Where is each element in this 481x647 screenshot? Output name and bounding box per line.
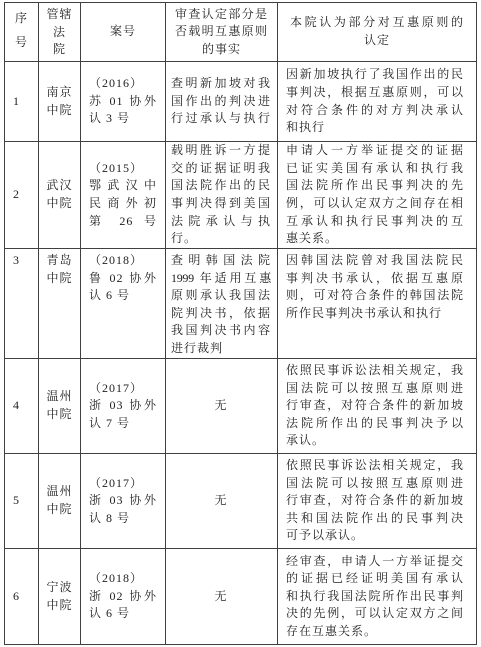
cell-fact-finding (166, 142, 278, 249)
cell-text-line: 惠关系。 (286, 231, 339, 246)
cell-text-line: 互承认和执行民事判决的互 (286, 213, 464, 228)
cell-text-line: 1 (13, 93, 20, 108)
cell-text-line: 民商外初 (89, 196, 157, 210)
cell-text-line: 青岛 (46, 253, 73, 267)
cell-serial-number (5, 549, 39, 645)
header-text-line: 否载明互惠原则 (175, 24, 268, 39)
cell-text-line: 和执行我国法院所作出民事判 (286, 588, 464, 603)
cell-text-line: 无 (214, 588, 228, 603)
cell-text-line: 认 8 号 (89, 510, 131, 525)
table-header-row (5, 3, 477, 62)
header-text-line: 审查认定部分是 (175, 6, 268, 21)
cell-court-opinion (278, 62, 477, 142)
cell-fact-finding (166, 549, 278, 645)
header-serial-number (5, 3, 39, 62)
cell-text-line: 鄂武汉中 (89, 178, 157, 193)
header-text-line: 法 (52, 24, 66, 39)
header-text-line: 管辖 (46, 7, 73, 21)
header-text-line: 本院认为部分对互惠原则的 (290, 15, 464, 30)
cell-serial-number (5, 62, 39, 142)
cell-text-line: 法院所作出的民事判决予以 (286, 415, 464, 430)
cell-text-line: 温州 (46, 389, 73, 404)
cell-text-line: （2018） (89, 571, 144, 586)
cell-text-line: 已证实美国有承认和执行我 (286, 160, 464, 175)
cell-text-line: 无 (214, 493, 228, 508)
header-text-line: 的事实 (201, 41, 241, 56)
table-row (5, 62, 477, 142)
cell-text-line: 则，可对符合条件的韩国法院 (286, 288, 464, 303)
cell-text-line: 行审查，对符合条件的新加坡 (286, 493, 464, 508)
cell-fact-finding (166, 62, 278, 142)
cell-fact-finding (166, 359, 278, 454)
cell-court (39, 549, 81, 645)
cell-text-line: 认 6 号 (89, 606, 131, 621)
cell-case-number (81, 142, 166, 249)
header-text-line: 案号 (109, 24, 136, 39)
cell-serial-number (5, 249, 39, 359)
cell-court (39, 249, 81, 359)
header-text-line: 院 (52, 42, 66, 57)
cell-text-line: 3 (13, 253, 20, 267)
cell-text-line: 中院 (46, 407, 73, 421)
table-row (5, 142, 477, 249)
cell-text-line: 中院 (46, 270, 73, 285)
cell-text-line: 中院 (46, 196, 73, 210)
cell-text-line: 事判决，根据互惠原则，可以 (286, 84, 464, 99)
cell-text-line: 武汉 (46, 178, 73, 193)
cell-text-line: 中院 (46, 102, 73, 117)
reciprocity-cases-table (4, 2, 477, 645)
cell-text-line: 认 7 号 (89, 415, 131, 430)
cell-fact-finding (166, 249, 278, 359)
cell-court (39, 142, 81, 249)
cell-text-line: 5 (13, 493, 20, 508)
cell-text-line: 对符合条件的对方判决承认 (286, 102, 464, 117)
cell-case-number (81, 249, 166, 359)
table-body (5, 3, 477, 645)
cell-text-line: 进行裁判 (171, 340, 224, 355)
cell-text-line: 决的先例，可以认定双方之间 (286, 606, 464, 621)
cell-text-line: 认 3 号 (89, 111, 131, 126)
cell-text-line: 我国判决书内容 (171, 323, 271, 338)
cell-text-line: 无 (214, 398, 228, 413)
cell-text-line: 经审查，申请人一方举证提交 (286, 553, 464, 568)
cell-text-line: 例，可以认定双方之间存在相 (286, 196, 464, 210)
cell-text-line: 国法院可以按照互惠原则进 (286, 380, 464, 395)
cell-text-line: （2015） (89, 160, 144, 175)
cell-text-line: （2017） (89, 475, 144, 490)
cell-text-line: （2016） (89, 76, 144, 91)
cell-text-line: 国法院所作出民事判决的先 (286, 178, 464, 193)
cell-serial-number (5, 359, 39, 454)
table-row (5, 549, 477, 645)
cell-text-line: 载明胜诉一方提 (171, 143, 271, 158)
cell-text-line: 共和国法院作出的民事判决 (286, 510, 464, 525)
cell-text-line: 依照民事诉讼法相关规定，我 (286, 363, 464, 378)
cell-text-line: 承认。 (286, 433, 326, 448)
cell-text-line: 所作民事判决书承认和执行 (286, 305, 443, 320)
cell-text-line: 1999 年适用互惠 (171, 270, 271, 285)
cell-text-line: 宁波 (46, 579, 73, 594)
cell-text-line: 6 (13, 588, 20, 603)
cell-court-opinion (278, 549, 477, 645)
cell-text-line: 国法院作出的民 (171, 178, 271, 193)
cell-text-line: 依照民事诉讼法相关规定，我 (286, 458, 464, 473)
cell-text-line: 可予以承认。 (286, 528, 365, 543)
cell-text-line: 苏 01 协外 (89, 93, 157, 108)
cell-text-line: 浙 02 协外 (89, 588, 157, 603)
cell-text-line: 南京 (46, 84, 73, 99)
cell-text-line: 事判决书承认，依据互惠原 (286, 270, 464, 285)
cell-text-line: 行审查，对符合条件的新加坡 (286, 398, 464, 413)
cell-court-opinion (278, 142, 477, 249)
cell-fact-finding (166, 454, 278, 549)
cell-text-line: 国作出的判决进 (171, 93, 271, 108)
cell-text-line: 查明韩国法院 (171, 253, 271, 267)
cell-text-line: 国法院可以按照互惠原则进 (286, 475, 464, 490)
cell-text-line: 的证据已经证明美国有承认 (286, 571, 464, 586)
cell-court (39, 359, 81, 454)
cell-case-number (81, 359, 166, 454)
cell-text-line: 事判决得到美国 (171, 196, 271, 210)
cell-case-number (81, 62, 166, 142)
header-text-line: 认定 (363, 33, 390, 47)
table-row (5, 359, 477, 454)
header-text-line: 序 (14, 11, 28, 25)
cell-court-opinion (278, 249, 477, 359)
cell-text-line: 2 (13, 187, 20, 202)
cell-text-line: 行过承认与执行 (171, 111, 271, 126)
table-row (5, 454, 477, 549)
cell-text-line: 查明新加坡对我 (171, 76, 271, 91)
cell-text-line: 鲁 02 协外 (89, 270, 157, 285)
cell-text-line: 因韩国法院曾对我国法院民 (286, 253, 464, 267)
cell-text-line: 法院承认与执 (171, 213, 271, 228)
cell-text-line: 4 (13, 398, 20, 413)
cell-text-line: 中院 (46, 597, 73, 612)
cell-text-line: 院判决书，依据 (171, 305, 271, 320)
header-court-opinion (278, 3, 477, 62)
cell-court (39, 454, 81, 549)
cell-serial-number (5, 454, 39, 549)
cell-case-number (81, 549, 166, 645)
cell-court-opinion (278, 359, 477, 454)
cell-text-line: 申请人一方举证提交的证据 (286, 143, 464, 158)
cell-text-line: 因新加坡执行了我国作出的民 (286, 67, 464, 82)
header-fact-finding (166, 3, 278, 62)
header-case-number (81, 3, 166, 62)
cell-text-line: 第 26 号 (89, 213, 157, 228)
cell-text-line: 认 6 号 (89, 288, 131, 303)
cell-text-line: 浙 03 协外 (89, 398, 157, 413)
cell-text-line: 和执行 (286, 120, 326, 135)
cell-text-line: （2018） (89, 253, 144, 267)
header-court (39, 3, 81, 62)
cell-text-line: 中院 (46, 502, 73, 516)
cell-serial-number (5, 142, 39, 249)
cell-text-line: 存在互惠关系。 (286, 623, 378, 638)
cell-text-line: 行。 (171, 231, 198, 246)
cell-text-line: 温州 (46, 484, 73, 499)
cell-case-number (81, 454, 166, 549)
table-row (5, 249, 477, 359)
cell-text-line: 交的证据证明我 (171, 160, 271, 175)
cell-court-opinion (278, 454, 477, 549)
cell-court (39, 62, 81, 142)
cell-text-line: 浙 03 协外 (89, 493, 157, 508)
cell-text-line: （2017） (89, 380, 144, 395)
header-text-line: 号 (14, 35, 28, 49)
cell-text-line: 原则承认我国法 (171, 288, 271, 303)
